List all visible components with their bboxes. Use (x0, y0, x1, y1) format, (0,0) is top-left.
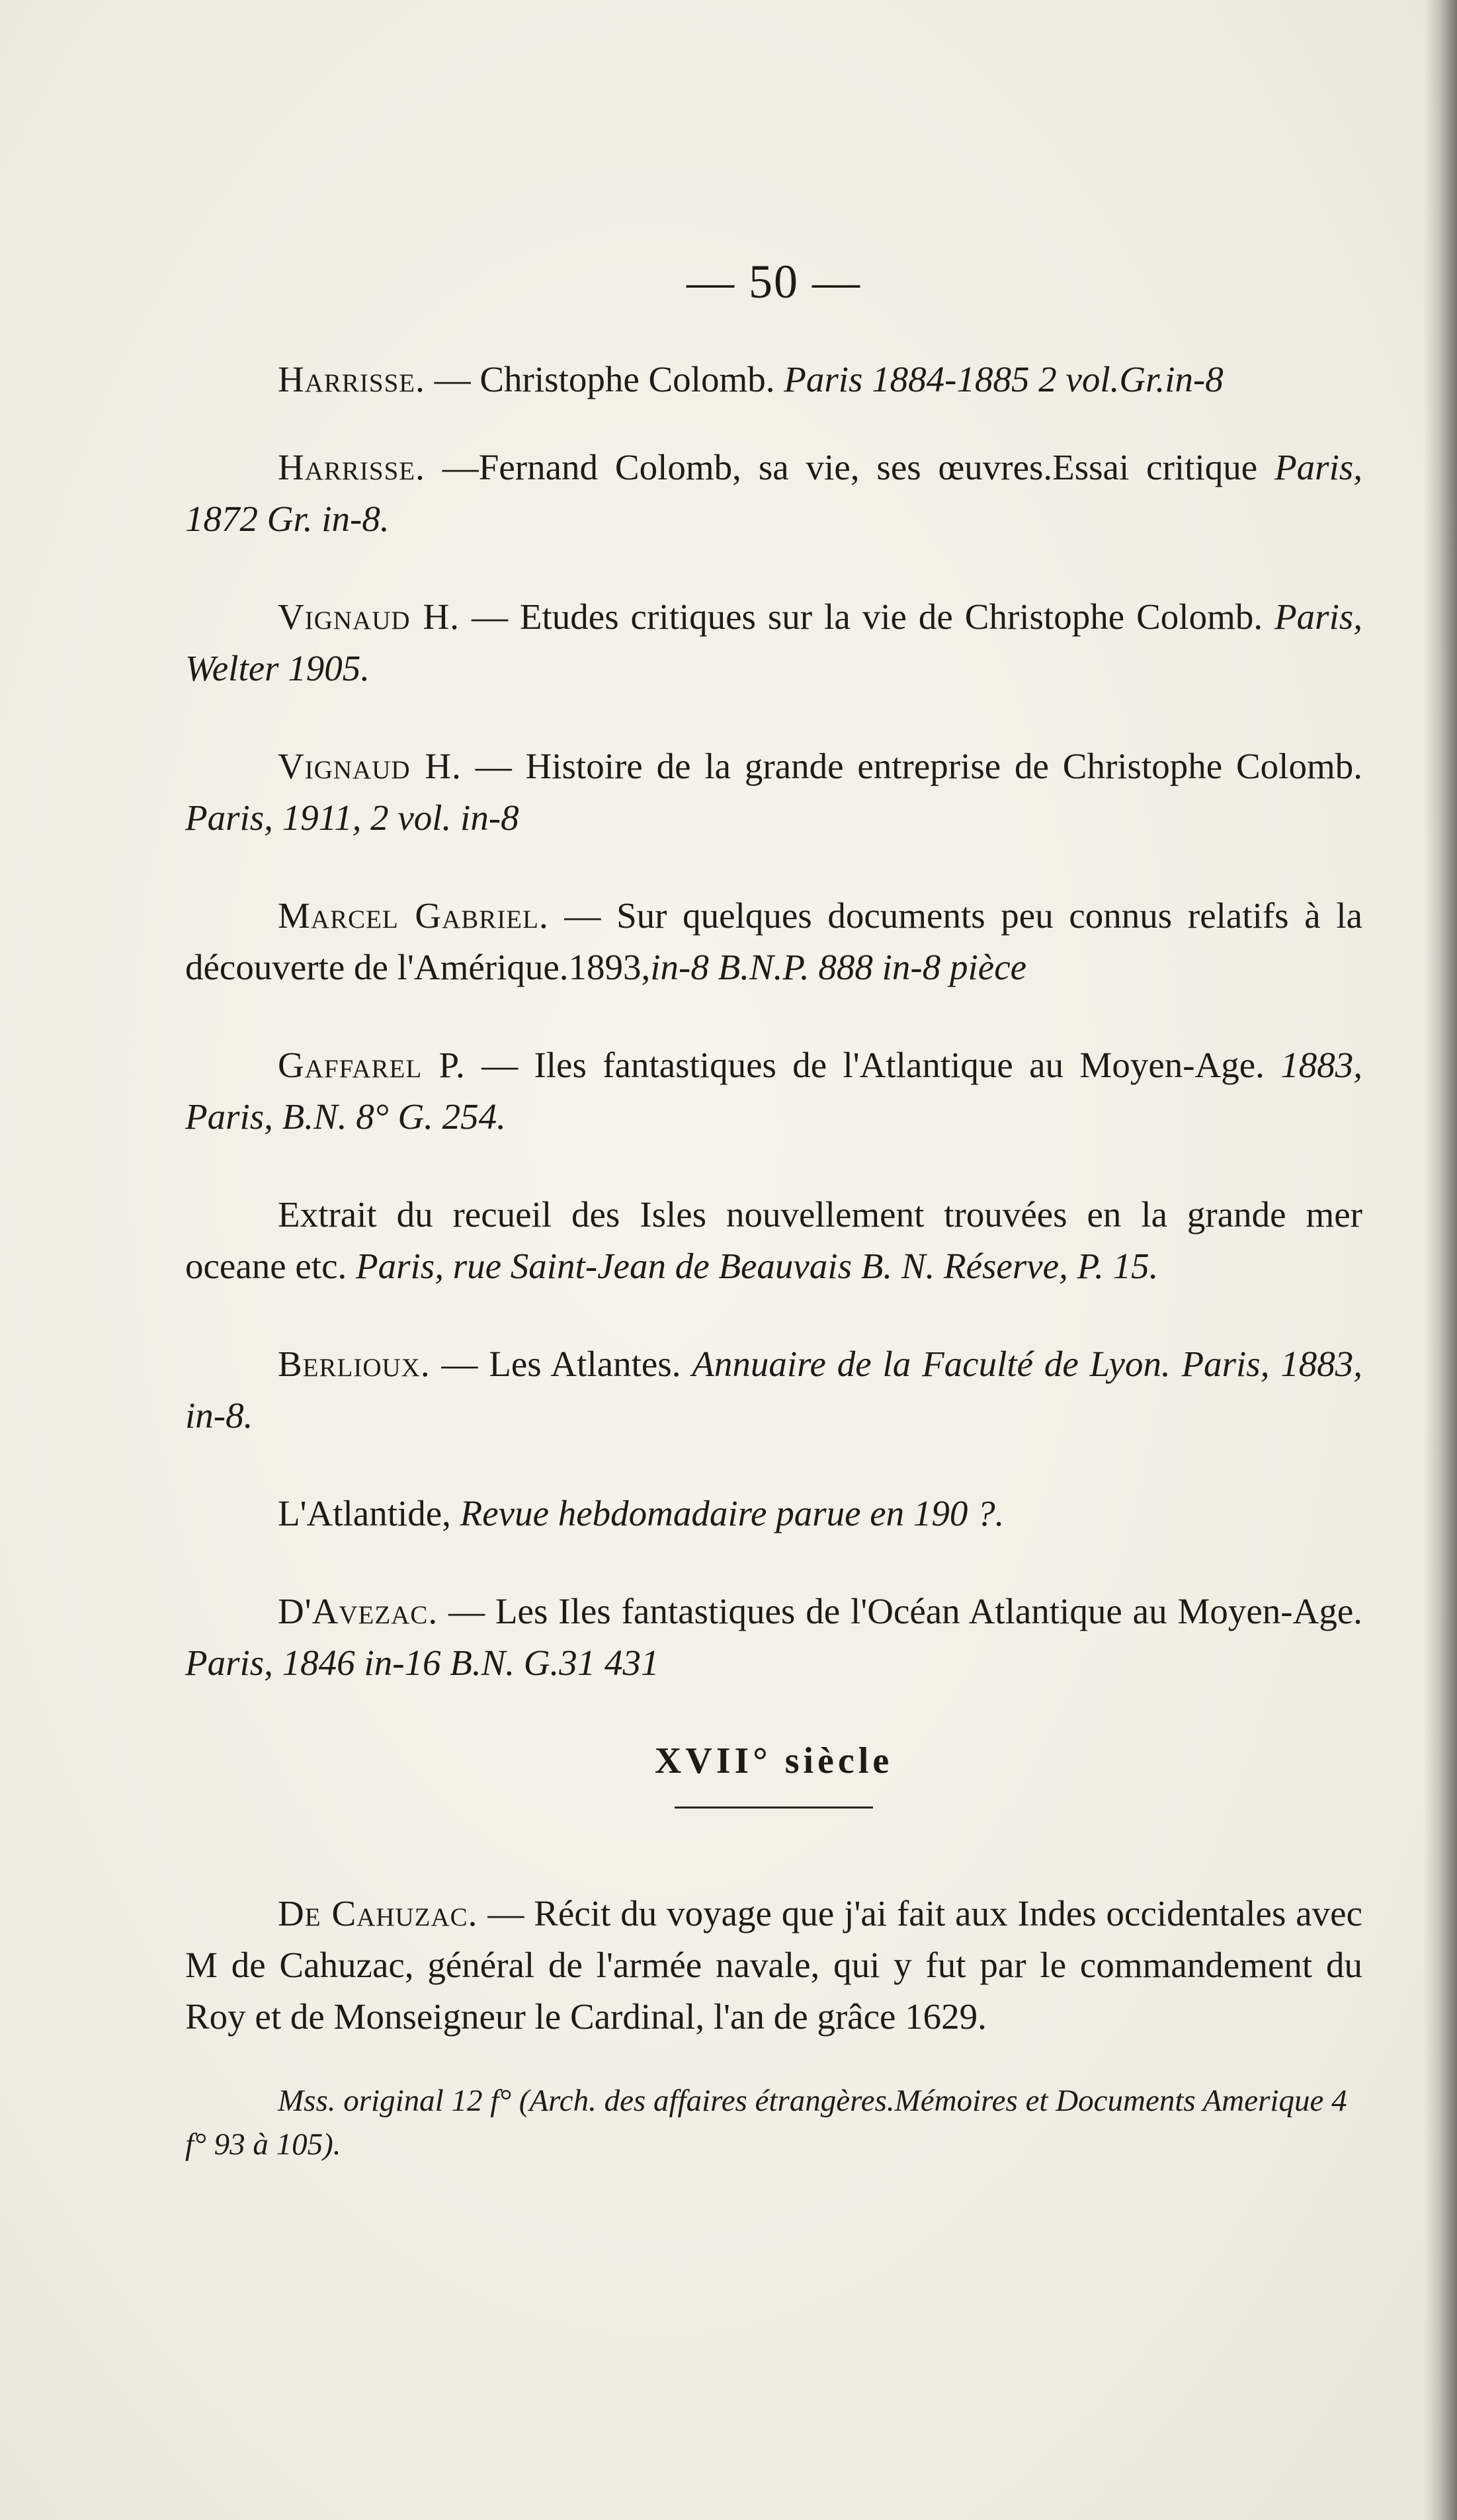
entry-text: — Les Atlantes. (441, 1344, 681, 1384)
entry-publication: Paris, rue Saint-Jean de Beauvais B. N. Réserve, P. 15. (356, 1246, 1159, 1286)
entry-author: Harrisse. (278, 447, 425, 487)
bibliography-entry (185, 741, 1362, 844)
entry-author: Berlioux. (278, 1344, 431, 1384)
page-edge-shadow (1424, 0, 1457, 2520)
entry-text: L'Atlantide, (278, 1493, 451, 1533)
entry-publication: Paris, 1872 Gr. in-8. (185, 447, 1363, 539)
entry-publication: Annuaire de la Faculté de Lyon. Paris, 1883, in-8. (185, 1344, 1363, 1436)
section-divider (675, 1807, 873, 1809)
page-number: — 50 — (687, 255, 861, 308)
entry-text: — Iles fantastiques de l'Atlantique au Moyen-Age. (481, 1045, 1265, 1085)
entry-author: De Cahuzac. (278, 1893, 478, 1933)
entry-text: Extrait du recueil des Isles nouvellement trouvées en la grande mer oceane etc. (185, 1194, 1362, 1286)
bibliography-list (185, 354, 1362, 2166)
bibliography-entry (185, 1586, 1362, 1689)
entry-publication: 1883, Paris, B.N. 8° G. 254. (185, 1045, 1363, 1137)
entry-publication: Paris, 1911, 2 vol. in-8 (185, 797, 519, 838)
bibliography-entry (185, 442, 1362, 545)
entry-publication: Paris, 1846 in-16 B.N. G.31 431 (185, 1643, 659, 1683)
entry-author: Vignaud H. (278, 746, 462, 786)
bibliography-entry (185, 1888, 1362, 2043)
entry-text: —Fernand Colomb, sa vie, ses œuvres.Essai critique (442, 447, 1258, 487)
bibliography-entry (185, 1189, 1362, 1292)
entry-publication: Paris 1884-1885 2 vol.Gr.in-8 (784, 359, 1224, 399)
entry-text: — Etudes critiques sur la vie de Christophe Colomb. (471, 596, 1263, 637)
entry-text: — Histoire de la grande entreprise de Christophe Colomb. (475, 746, 1362, 786)
bibliography-entry (185, 354, 1362, 405)
manuscript-note: Mss. original 12 f° (Arch. des affaires étrangères.Mémoires et Documents Amerique 4 f° 93 à 105). (185, 2084, 1347, 2162)
entry-text: — Récit du voyage que j'ai fait aux Indes occidentales avec M de Cahuzac, général de l'armée navale, qui y fut par le commandement du Roy et de Monseigneur le Cardinal, l'an de grâce 1629. (185, 1893, 1362, 2037)
entry-publication: Paris, Welter 1905. (185, 596, 1363, 688)
bibliography-entry (185, 1338, 1362, 1442)
entry-publication: in-8 B.N.P. 888 in-8 pièce (650, 947, 1027, 987)
bibliography-entry (185, 1039, 1362, 1143)
section-heading: XVII° siècle (654, 1740, 894, 1781)
bibliography-entry (185, 890, 1362, 993)
entry-author: D'Avezac. (278, 1591, 438, 1631)
bibliography-entry (185, 1488, 1362, 1539)
entry-author: Vignaud H. (278, 596, 460, 637)
entry-author: Harrisse. (278, 359, 425, 399)
entry-author: Marcel Gabriel. (278, 895, 549, 936)
entry-author: Gaffarel P. (278, 1045, 466, 1085)
entry-text: — Sur quelques documents peu connus relatifs à la découverte de l'Amérique.1893, (185, 895, 1363, 987)
bibliography-entry (185, 591, 1362, 694)
entry-publication: Revue hebdomadaire parue en 190 ?. (460, 1493, 1005, 1533)
entry-text: — Christophe Colomb. (434, 359, 775, 399)
entry-text: — Les Iles fantastiques de l'Océan Atlantique au Moyen-Age. (448, 1591, 1362, 1631)
